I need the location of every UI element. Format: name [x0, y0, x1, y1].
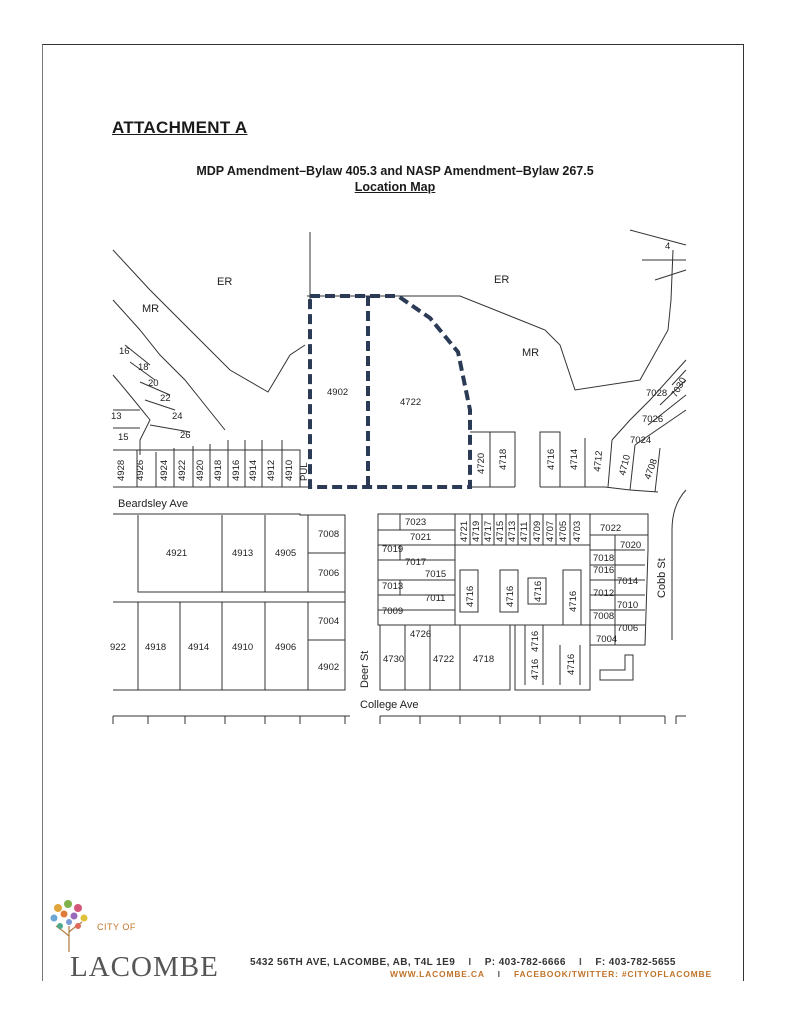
- lot-label: 4924: [159, 459, 170, 481]
- lot-label: 7004: [596, 634, 618, 645]
- lot-label: 4906: [275, 642, 297, 653]
- lot-label: 4716: [568, 590, 579, 612]
- map-title: MDP Amendment–Bylaw 405.3 and NASP Amendment–Bylaw 267.5: [196, 164, 594, 178]
- lot-label: 4718: [498, 448, 509, 470]
- lot-label: 4710: [617, 453, 634, 477]
- lot-label: 4716: [546, 448, 557, 470]
- lot-label: 26: [180, 430, 191, 441]
- lot-label: 4914: [188, 642, 210, 653]
- lot-label: 7014: [617, 576, 639, 587]
- lot-label: 16: [119, 346, 130, 357]
- subject-parcel-east: 4722: [400, 397, 422, 408]
- lot-label: 4716: [530, 658, 541, 680]
- lot-label: 7004: [318, 616, 340, 627]
- lot-label: 4719: [471, 520, 482, 542]
- lot-label: 13: [111, 411, 122, 422]
- zone-er-left: ER: [217, 276, 233, 288]
- lot-label: 4928: [116, 459, 127, 481]
- lot-label: 4721: [459, 520, 470, 542]
- lot-label: 4722: [433, 654, 455, 665]
- lot-label: 4913: [232, 548, 254, 559]
- lot-label: 4707: [545, 520, 556, 542]
- lot-label: 7008: [593, 611, 615, 622]
- lot-label: 4920: [195, 459, 206, 481]
- footer-divider: I: [497, 969, 501, 979]
- lot-label: 22: [160, 393, 171, 404]
- inner-lots: [465, 581, 579, 680]
- lot-label: 18: [138, 362, 149, 373]
- lot-label: 4711: [519, 521, 530, 542]
- footer-fax: F: 403-782-5655: [595, 957, 676, 968]
- lot-label: 7021: [410, 532, 432, 543]
- lot-label: 4905: [275, 548, 297, 559]
- north-row-lots: [116, 449, 660, 481]
- lot-label: 4709: [532, 520, 543, 542]
- lot-label: 24: [172, 411, 183, 422]
- lot-label: 4718: [473, 654, 495, 665]
- street-beardsley-ave: Beardsley Ave: [118, 498, 189, 510]
- lot-label: 7022: [600, 523, 622, 534]
- street-deer-st: Deer St: [359, 650, 371, 688]
- lot-label: 4730: [383, 654, 405, 665]
- footer-phone: P: 403-782-6666: [484, 957, 566, 968]
- subject-parcel-west: 4902: [327, 387, 349, 398]
- lot-label: 4703: [572, 520, 583, 542]
- logo-city-of: CITY OF: [97, 922, 136, 932]
- lot-label: 4918: [213, 459, 224, 481]
- pul-label: PUL: [299, 462, 310, 481]
- city-tree-logo-icon: [44, 896, 94, 954]
- lot-label: 4926: [135, 459, 146, 481]
- map-subtitle: Location Map: [354, 180, 436, 194]
- footer-address: 5432 56TH AVE, LACOMBE, AB, T4L 1E9: [250, 957, 456, 968]
- lot-label: 7019: [382, 544, 404, 555]
- street-cobb-st: Cobb St: [656, 558, 668, 598]
- lot-label: 7010: [617, 600, 639, 611]
- logo-lacombe: LACOMBE: [70, 951, 219, 983]
- lot-label: 20: [148, 378, 159, 389]
- lot-label: 4716: [530, 630, 541, 652]
- lot-label: 4715: [495, 520, 506, 542]
- footer-web: [390, 969, 712, 979]
- lot-label: 7017: [405, 557, 427, 568]
- footer-divider: I: [468, 957, 472, 968]
- attachment-heading: ATTACHMENT A: [112, 118, 248, 137]
- lot-label: 7023: [405, 517, 427, 528]
- footer-divider: I: [578, 957, 583, 968]
- lot-label: 7009: [382, 606, 404, 617]
- lot-label: 4717: [483, 520, 494, 542]
- lot-label: 4912: [266, 459, 277, 481]
- lot-label: 4916: [231, 459, 242, 481]
- lot-label: 4720: [476, 452, 487, 474]
- lot-label: 4708: [642, 457, 661, 482]
- zone-er-right: ER: [494, 274, 510, 286]
- lot-label: 4716: [533, 580, 544, 602]
- lot-label: 7016: [593, 565, 615, 576]
- lot-label: 4705: [558, 520, 569, 542]
- lot-label: 4716: [465, 585, 476, 607]
- lot-label: 4712: [592, 450, 606, 473]
- lot-label: 4716: [566, 653, 577, 675]
- lot-label: 7011: [425, 593, 446, 604]
- lot-label: 4713: [507, 520, 518, 542]
- strip-lots: [459, 521, 583, 542]
- lot-label: 4714: [569, 448, 580, 470]
- lot-label: 7030: [669, 375, 690, 400]
- lot-label: 4716: [505, 585, 516, 607]
- lot-label: 4726: [410, 629, 432, 640]
- lot-label: 7024: [630, 435, 652, 446]
- lot-label: 7015: [425, 569, 447, 580]
- lot-label: 7020: [620, 540, 642, 551]
- lot-label: 4922: [177, 459, 188, 481]
- footer-website-link[interactable]: WWW.LACOMBE.CA: [390, 969, 485, 979]
- lot-label: 4910: [232, 642, 254, 653]
- lot-label: 7008: [318, 529, 340, 540]
- lot-label: 4914: [248, 459, 259, 481]
- lot-label: 15: [118, 432, 129, 443]
- zone-mr-right: MR: [522, 347, 540, 359]
- lot-label: 7012: [593, 588, 615, 599]
- lot-label: 7018: [593, 553, 615, 564]
- lot-label: 4918: [145, 642, 167, 653]
- lot-label: 4921: [166, 548, 188, 559]
- lot-label: 7006: [617, 623, 639, 634]
- zone-mr-left: MR: [142, 303, 160, 315]
- lot-label: 7006: [318, 568, 340, 579]
- lot-label: 4902: [318, 662, 340, 673]
- lot-label: 922: [110, 642, 126, 653]
- corner-lot: 4: [665, 241, 671, 252]
- lot-label: 7028: [646, 388, 668, 399]
- footer-social-link[interactable]: FACEBOOK/TWITTER: #CITYOFLACOMBE: [513, 969, 712, 979]
- street-college-ave: College Ave: [360, 699, 419, 711]
- lot-label: 7013: [382, 581, 404, 592]
- lot-label: 4910: [284, 459, 295, 481]
- footer-contact: [250, 957, 676, 968]
- lot-label: 7026: [642, 414, 664, 425]
